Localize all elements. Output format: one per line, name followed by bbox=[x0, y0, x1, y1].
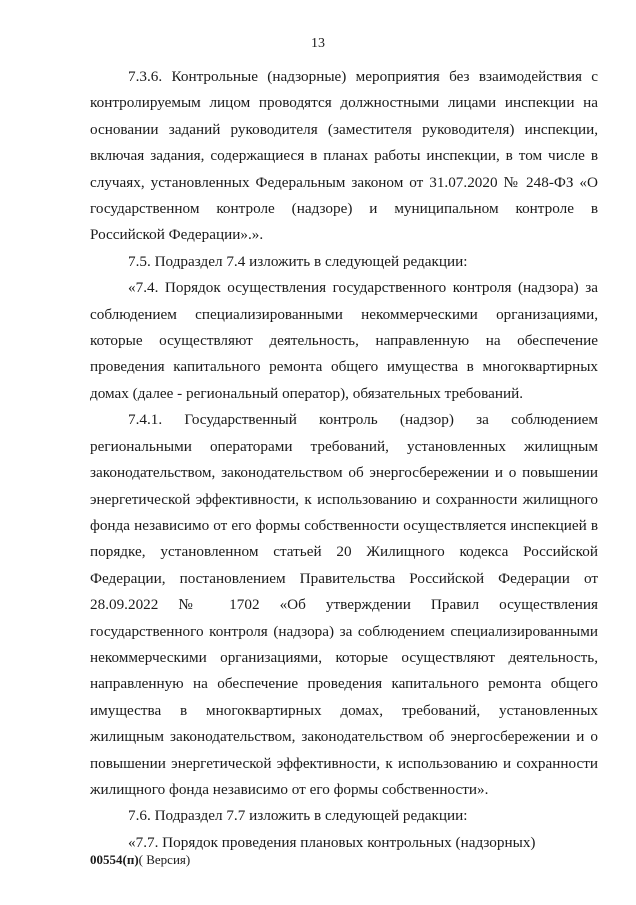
document-code: 00554(п) bbox=[90, 852, 139, 867]
paragraph-7-6: 7.6. Подраздел 7.7 изложить в следующей редакции: bbox=[128, 807, 468, 825]
paragraph-7-3-6: 7.3.6. Контрольные (надзорные) мероприятия без взаимодействия с контролируемым лицом проводятся должностными лицами инспекции на основании заданий руководителя (заместителя руководителя) инспекции, включая задания, содержащиеся в планах работы инспекции, в том числе в случаях, установленных Федеральным законом от 31.07.2020 № 248-ФЗ «О государственном контроле (надзоре) и муниципальном контроле в Российской Федерации».». bbox=[90, 68, 598, 244]
document-body bbox=[90, 64, 598, 856]
paragraph-7-5: 7.5. Подраздел 7.4 изложить в следующей редакции: bbox=[128, 252, 468, 270]
document-version: ( Версия) bbox=[138, 852, 191, 867]
paragraph-7-4-1: 7.4.1. Государственный контроль (надзор) за соблюдением региональными операторами требований, установленных жилищным законодательством, законодательством об энергосбережении и о повышении энергетической эффективности, к использованию и сохранности жилищного фонда независимо от его формы собственности осуществляется инспекцией в порядке, установленном статьей 20 Жилищного кодекса Российской Федерации, постановлением Правительства Российской Федерации от 28.09.2022 № 1702 «Об утверждении Правил осуществления государственного контроля (надзора) за соблюдением специализированными некоммерческими организациями, которые осуществляют деятельность, направленную на обеспечение проведения капитального ремонта общего имущества в многоквартирных домах, требований, установленных жилищным законодательством, законодательством об энергосбережении и о повышении энергетической эффективности, к использованию и сохранности жилищного фонда независимо от его формы собственности». bbox=[90, 411, 598, 798]
page-number: 13 bbox=[311, 36, 325, 51]
footer bbox=[90, 852, 190, 868]
paragraph-7-7: «7.7. Порядок проведения плановых контрольных (надзорных) bbox=[128, 833, 536, 851]
paragraph-7-4: «7.4. Порядок осуществления государственного контроля (надзора) за соблюдением специализированными некоммерческими организациями, которые осуществляют деятельность, направленную на обеспечение проведения капитального ремонта общего имущества в многоквартирных домах (далее - региональный оператор), обязательных требований. bbox=[90, 279, 598, 402]
